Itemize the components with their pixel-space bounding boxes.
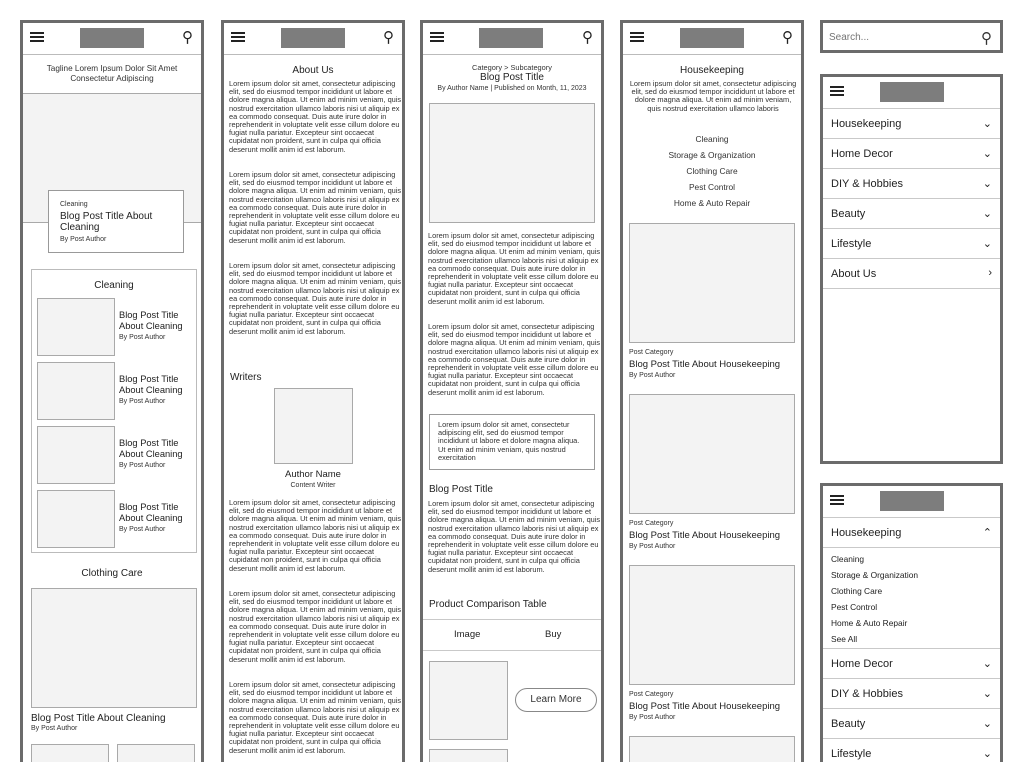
- submenu-item-clothing[interactable]: Clothing Care: [831, 586, 883, 596]
- menu-item-label: Housekeeping: [831, 527, 902, 539]
- body-paragraph: Lorem ipsum dolor sit amet, consectetur adipiscing elit, sed do eiusmod tempor incididunt ut labore et dolore magna aliqua. Ut enim ad minim veniam, quis nostrud exercitation ullamco laboris nisi ut aliquip ex ea commodo consequat. Duis aute irure dolor in reprehenderit in voluptate velit esse cillum dolore eu fugiat nulla pariatur. Excepteur sint occaecat cupidatat non proident, sunt in culpa qui officia deserunt mollit anim id est laborum.: [428, 322, 601, 397]
- menu-item-lifestyle[interactable]: [823, 739, 1000, 762]
- category-title: Housekeeping: [680, 65, 744, 76]
- search-icon[interactable]: ⚲: [582, 29, 593, 46]
- post-thumbnail[interactable]: [37, 362, 115, 420]
- tagline: Tagline Lorem Ipsum Dolor Sit Amet Consectetur Adipiscing: [46, 64, 178, 83]
- chevron-down-icon: ⌄: [982, 748, 992, 760]
- featured-post-author: By Post Author: [31, 725, 78, 732]
- submenu-item-repair[interactable]: Home & Auto Repair: [831, 618, 908, 628]
- menu-item-label: DIY & Hobbies: [831, 178, 903, 190]
- body-paragraph: Lorem ipsum dolor sit amet, consectetur adipiscing elit, sed do eiusmod tempor incididunt ut labore et dolore magna aliqua. Ut enim ad minim veniam, quis nostrud exercitation ullamco laboris nisi ut aliquip ex ea commodo consequat. Duis aute irure dolor in reprehenderit in voluptate velit esse cillum dolore eu fugiat nulla pariatur. Excepteur sint occaecat cupidatat non proident, sunt in culpa qui officia deserunt mollit anim id est laborum.: [428, 499, 601, 574]
- post-thumbnail[interactable]: [31, 744, 109, 762]
- menu-item-diy-hobbies[interactable]: [823, 679, 1000, 709]
- menu-item-housekeeping[interactable]: [823, 518, 1000, 548]
- author-photo: [274, 388, 353, 464]
- chevron-down-icon: ⌄: [982, 178, 992, 190]
- subcategory-link-cleaning[interactable]: Cleaning: [695, 134, 729, 144]
- post-byline: By Author Name | Published on Month, 11, 2023: [437, 85, 587, 92]
- featured-post-image[interactable]: [31, 588, 197, 708]
- menu-item-label: Lifestyle: [831, 748, 872, 760]
- post-title[interactable]: Blog Post Title About Cleaning: [119, 310, 183, 331]
- about-mobile-frame: [221, 20, 405, 762]
- post-image[interactable]: [629, 394, 795, 514]
- table-divider: [423, 650, 601, 651]
- menu-item-beauty[interactable]: [823, 709, 1000, 739]
- menu-item-home-decor[interactable]: [823, 649, 1000, 679]
- menu-item-label: Beauty: [831, 718, 866, 730]
- product-image: [429, 661, 508, 740]
- hero-category: Cleaning: [60, 201, 88, 208]
- menu-item-label: Home Decor: [831, 658, 893, 670]
- home-mobile-frame: [20, 20, 204, 762]
- nav-menu-frame: [820, 74, 1003, 464]
- menu-item-label: Home Decor: [831, 148, 893, 160]
- table-header-image: Image: [454, 629, 481, 640]
- blog-post-mobile-frame: [420, 20, 604, 762]
- menu-item-diy-hobbies[interactable]: [823, 169, 1000, 199]
- menu-item-label: About Us: [831, 268, 877, 280]
- menu-item-about-us[interactable]: [823, 259, 1000, 289]
- body-paragraph: Lorem ipsum dolor sit amet, consectetur adipiscing elit, sed do eiusmod tempor incididunt ut labore et dolore magna aliqua. Ut enim ad minim veniam, quis nostrud exercitation ullamco laboris nisi ut aliquip ex ea commodo consequat. Duis aute irure dolor in reprehenderit in voluptate velit esse cillum dolore eu fugiat nulla pariatur. Excepteur sint occaecat cupidatat non proident, sunt in culpa qui officia deserunt mollit anim id est laborum.: [229, 589, 402, 664]
- post-title[interactable]: Blog Post Title About Cleaning: [119, 502, 183, 523]
- chevron-down-icon: ⌄: [982, 118, 992, 130]
- search-bar-frame: [820, 20, 1003, 53]
- submenu-item-pest[interactable]: Pest Control: [831, 602, 878, 612]
- menu-item-lifestyle[interactable]: [823, 229, 1000, 259]
- category-mobile-frame: [620, 20, 804, 762]
- search-icon[interactable]: ⚲: [182, 29, 193, 46]
- body-paragraph: Lorem ipsum dolor sit amet, consectetur adipiscing elit, sed do eiusmod tempor incididunt ut labore et dolore magna aliqua. Ut enim ad minim veniam, quis nostrud exercitation ullamco laboris nisi ut aliquip ex ea commodo consequat. Duis aute irure dolor in reprehenderit in voluptate velit esse cillum dolore eu fugiat nulla pariatur. Excepteur sint occaecat cupidatat non proident, sunt in culpa qui officia deserunt mollit anim id est laborum.: [428, 231, 601, 306]
- author-name: Author Name: [285, 469, 341, 480]
- chevron-down-icon: ⌄: [982, 658, 992, 670]
- breadcrumb[interactable]: Category > Subcategory: [472, 63, 552, 72]
- hamburger-menu-icon[interactable]: [830, 495, 844, 505]
- learn-more-button[interactable]: Learn More: [515, 688, 597, 712]
- hero-title: Blog Post Title About Cleaning: [60, 211, 153, 233]
- section-heading-cleaning: Cleaning: [94, 280, 134, 291]
- post-image[interactable]: [629, 736, 795, 762]
- chevron-down-icon: ⌄: [982, 718, 992, 730]
- post-author: By Post Author: [119, 398, 166, 405]
- hamburger-menu-icon[interactable]: [830, 86, 844, 96]
- submenu-item-see-all[interactable]: See All: [831, 634, 858, 644]
- table-divider: [423, 619, 601, 620]
- hamburger-menu-icon[interactable]: [630, 32, 644, 42]
- search-icon[interactable]: ⚲: [383, 29, 394, 46]
- post-title[interactable]: Blog Post Title About Housekeeping: [629, 530, 781, 541]
- subcategory-link-storage[interactable]: Storage & Organization: [668, 150, 756, 160]
- menu-item-label: Beauty: [831, 208, 866, 220]
- post-author: By Post Author: [119, 526, 166, 533]
- subcategory-link-repair[interactable]: Home & Auto Repair: [673, 198, 751, 208]
- hamburger-menu-icon[interactable]: [430, 32, 444, 42]
- chevron-up-icon: ⌃: [982, 527, 992, 539]
- subcategory-link-clothing[interactable]: Clothing Care: [686, 166, 738, 176]
- post-author: By Post Author: [119, 334, 166, 341]
- logo-placeholder[interactable]: [880, 82, 944, 102]
- pull-quote-text: Lorem ipsum dolor sit amet, consectetur adipiscing elit, sed do eiusmod tempor incididunt ut labore et dolore magna aliqua. Ut enim ad minim veniam, quis nostrud exercitation: [438, 420, 580, 462]
- post-category: Post Category: [629, 520, 674, 527]
- chevron-down-icon: ⌄: [982, 688, 992, 700]
- body-paragraph: Lorem ipsum dolor sit amet, consectetur adipiscing elit, sed do eiusmod tempor incididunt ut labore et dolore magna aliqua. Ut enim ad minim veniam, quis nostrud exercitation ullamco laboris nisi ut aliquip ex ea commodo consequat. Duis aute irure dolor in reprehenderit in voluptate velit esse cillum dolore eu fugiat nulla pariatur. Excepteur sint occaecat cupidatat non proident, sunt in culpa qui officia deserunt mollit anim id est laborum.: [229, 680, 402, 755]
- section-heading-clothing-care: Clothing Care: [81, 568, 143, 579]
- header: [623, 23, 801, 55]
- chevron-down-icon: ⌄: [982, 208, 992, 220]
- hero-card[interactable]: [48, 190, 184, 253]
- product-image: [429, 749, 508, 762]
- logo-placeholder[interactable]: [80, 28, 144, 48]
- hero-author: By Post Author: [60, 236, 107, 243]
- submenu-item-storage[interactable]: Storage & Organization: [831, 570, 919, 580]
- logo-placeholder[interactable]: [479, 28, 543, 48]
- post-image[interactable]: [629, 565, 795, 685]
- logo-placeholder[interactable]: [680, 28, 744, 48]
- logo-placeholder[interactable]: [281, 28, 345, 48]
- body-paragraph: Lorem ipsum dolor sit amet, consectetur adipiscing elit, sed do eiusmod tempor incididunt ut labore et dolore magna aliqua. Ut enim ad minim veniam, quis nostrud exercitation ullamco laboris nisi ut aliquip ex ea commodo consequat. Duis aute irure dolor in reprehenderit in voluptate velit esse cillum dolore eu fugiat nulla pariatur. Excepteur sint occaecat cupidatat non proident, sunt in culpa qui officia deserunt mollit anim id est laborum.: [229, 79, 402, 154]
- search-icon[interactable]: ⚲: [981, 30, 992, 47]
- post-author: By Post Author: [119, 462, 166, 469]
- post-author: By Post Author: [629, 372, 676, 379]
- post-category: Post Category: [629, 691, 674, 698]
- page-title: About Us: [292, 65, 334, 76]
- writers-heading: Writers: [230, 372, 262, 383]
- category-intro: Lorem ipsum dolor sit amet, consectetur adipiscing elit, sed do eiusmod tempor incididunt ut labore et dolore magna aliqua. Ut enim ad minim veniam, quis nostrud exercitation ullamco laboris: [629, 79, 797, 113]
- table-header-buy: Buy: [545, 629, 562, 640]
- subheading: Blog Post Title: [429, 484, 493, 495]
- menu-item-label: Lifestyle: [831, 238, 872, 250]
- body-paragraph: Lorem ipsum dolor sit amet, consectetur adipiscing elit, sed do eiusmod tempor incididunt ut labore et dolore magna aliqua. Ut enim ad minim veniam, quis nostrud exercitation ullamco laboris nisi ut aliquip ex ea commodo consequat. Duis aute irure dolor in reprehenderit in voluptate velit esse cillum dolore eu fugiat nulla pariatur. Excepteur sint occaecat cupidatat non proident, sunt in culpa qui officia deserunt mollit anim id est laborum.: [229, 170, 402, 245]
- post-hero-image: [429, 103, 595, 223]
- post-title[interactable]: Blog Post Title About Cleaning: [119, 374, 183, 395]
- post-thumbnail[interactable]: [37, 490, 115, 548]
- post-title: Blog Post Title: [480, 72, 544, 83]
- subcategory-link-pest[interactable]: Pest Control: [688, 182, 736, 192]
- pull-quote: [429, 414, 595, 470]
- post-image[interactable]: [629, 223, 795, 343]
- search-icon[interactable]: ⚲: [782, 29, 793, 46]
- post-title[interactable]: Blog Post Title About Cleaning: [119, 438, 183, 459]
- menu-header: [823, 77, 1000, 109]
- chevron-down-icon: ⌄: [982, 148, 992, 160]
- author-role: Content Writer: [290, 482, 336, 489]
- menu-header: [823, 486, 1000, 518]
- header: [224, 23, 402, 55]
- post-thumbnail[interactable]: [37, 426, 115, 484]
- logo-placeholder[interactable]: [880, 491, 944, 511]
- comparison-table-heading: Product Comparison Table: [429, 599, 547, 610]
- post-category: Post Category: [629, 349, 674, 356]
- header: [23, 23, 201, 55]
- post-title[interactable]: Blog Post Title About Housekeeping: [629, 359, 781, 370]
- hamburger-menu-icon[interactable]: [231, 32, 245, 42]
- menu-item-home-decor[interactable]: [823, 139, 1000, 169]
- featured-post-title[interactable]: Blog Post Title About Cleaning: [31, 713, 166, 724]
- post-author: By Post Author: [629, 543, 676, 550]
- nav-menu-expanded-frame: [820, 483, 1003, 762]
- submenu-item-cleaning[interactable]: Cleaning: [831, 554, 865, 564]
- hamburger-menu-icon[interactable]: [30, 32, 44, 42]
- menu-item-label: DIY & Hobbies: [831, 688, 903, 700]
- post-thumbnail[interactable]: [37, 298, 115, 356]
- post-thumbnail[interactable]: [117, 744, 195, 762]
- body-paragraph: Lorem ipsum dolor sit amet, consectetur adipiscing elit, sed do eiusmod tempor incididunt ut labore et dolore magna aliqua. Ut enim ad minim veniam, quis nostrud exercitation ullamco laboris nisi ut aliquip ex ea commodo consequat. Duis aute irure dolor in reprehenderit in voluptate velit esse cillum dolore eu fugiat nulla pariatur. Excepteur sint occaecat cupidatat non proident, sunt in culpa qui officia deserunt mollit anim id est laborum.: [229, 498, 402, 573]
- menu-item-label: Housekeeping: [831, 118, 902, 130]
- menu-item-housekeeping[interactable]: [823, 109, 1000, 139]
- post-title[interactable]: Blog Post Title About Housekeeping: [629, 701, 781, 712]
- header: [423, 23, 601, 55]
- search-input[interactable]: [829, 29, 969, 45]
- chevron-right-icon: ›: [988, 267, 992, 279]
- menu-item-beauty[interactable]: [823, 199, 1000, 229]
- post-author: By Post Author: [629, 714, 676, 721]
- body-paragraph: Lorem ipsum dolor sit amet, consectetur adipiscing elit, sed do eiusmod tempor incididunt ut labore et dolore magna aliqua. Ut enim ad minim veniam, quis nostrud exercitation ullamco laboris nisi ut aliquip ex ea commodo consequat. Duis aute irure dolor in reprehenderit in voluptate velit esse cillum dolore eu fugiat nulla pariatur. Excepteur sint occaecat cupidatat non proident, sunt in culpa qui officia deserunt mollit anim id est laborum.: [229, 261, 402, 336]
- chevron-down-icon: ⌄: [982, 238, 992, 250]
